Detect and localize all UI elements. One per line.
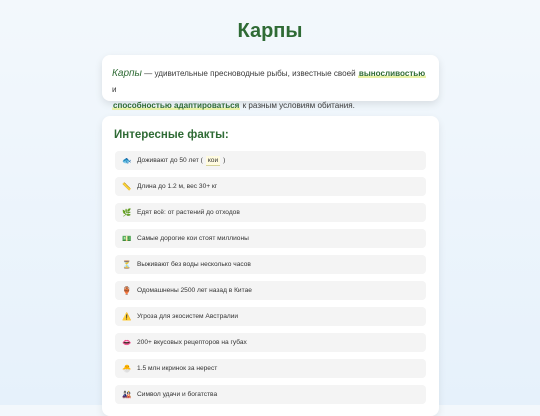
fact-item-diet [115, 203, 426, 222]
fact-text: Едят всё: от растений до отходов [137, 209, 240, 216]
facts-heading: Интересные факты: [114, 129, 229, 141]
intro-highlight-endurance: выносливостью [358, 69, 426, 78]
fact-text-suffix: ) [223, 157, 226, 164]
intro-text-2: и [112, 85, 117, 94]
hatching-chick-icon: 🐣 [122, 363, 132, 373]
facts-card [102, 116, 439, 416]
fact-item-threat [115, 307, 426, 326]
ruler-icon: 📏 [122, 181, 132, 191]
fact-text: 200+ вкусовых рецепторов на губах [137, 339, 247, 346]
fact-item-survival [115, 255, 426, 274]
fact-item-taste [115, 333, 426, 352]
fact-text: Длина до 1.2 м, вес 30+ кг [137, 183, 218, 190]
fact-item-symbol [115, 385, 426, 404]
fact-item-domestication [115, 281, 426, 300]
dolls-icon: 🎎 [122, 389, 132, 399]
page-title: Карпы [237, 20, 303, 42]
intro-highlight-adaptability: способностью адаптироваться [113, 101, 240, 110]
intro-text-1: — удивительные пресноводные рыбы, известные своей [144, 69, 356, 78]
fact-text: Самые дорогие кои стоят миллионы [137, 235, 249, 242]
money-icon: 💵 [122, 233, 132, 243]
fact-text: Одомашнены 2500 лет назад в Китае [137, 287, 252, 294]
lips-icon: 👄 [122, 337, 132, 347]
intro-text-3: к разным условиям обитания. [242, 101, 355, 110]
herb-icon: 🌿 [122, 207, 132, 217]
fact-item-price [115, 229, 426, 248]
fact-item-lifespan [115, 151, 426, 170]
warning-icon: ⚠️ [122, 311, 132, 321]
fact-text: Доживают до 50 лет ( [137, 157, 203, 164]
intro-card [102, 55, 439, 110]
fact-text: 1.5 млн икринок за нерест [137, 365, 218, 372]
fact-list [115, 151, 426, 411]
fact-text: Угроза для экосистем Австралии [137, 313, 239, 320]
intro-lead: Карпы [112, 68, 142, 79]
fact-tag-koi: кои [207, 156, 219, 164]
fact-text: Символ удачи и богатства [137, 391, 218, 398]
fact-item-spawning [115, 359, 426, 378]
hourglass-icon: ⏳ [122, 259, 132, 269]
amphora-icon: 🏺 [122, 285, 132, 295]
fact-item-size [115, 177, 426, 196]
fish-icon: 🐟 [122, 155, 132, 165]
fact-text: Выживают без воды несколько часов [137, 261, 251, 268]
